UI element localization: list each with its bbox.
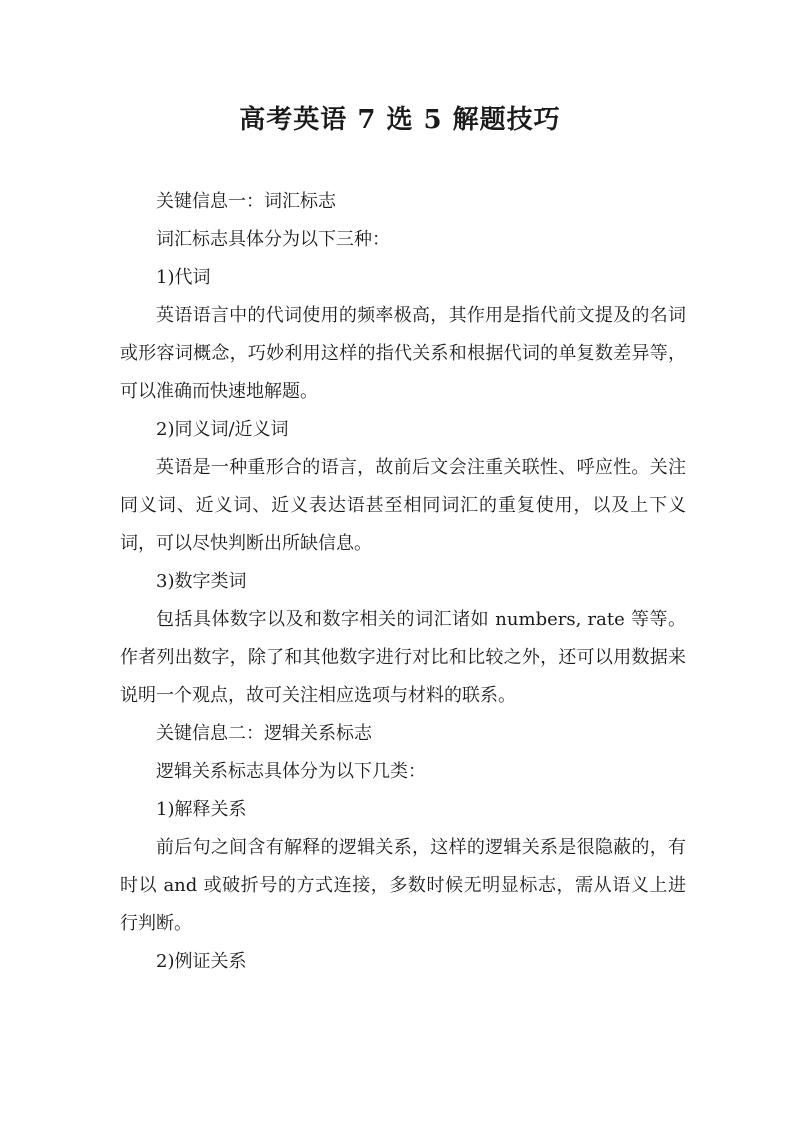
subheading-pronoun: 1)代词 — [156, 267, 211, 288]
paragraph: 英语语言中的代词使用的频率极高，其作用是指代前文提及的名词或形容词概念，巧妙利用这样的指代关系和根据代词的单复数差异等，可以准确而快速地解题。 — [120, 305, 686, 402]
subheading-number-words: 3)数字类词 — [156, 571, 247, 592]
paragraph: 前后句之间含有解释的逻辑关系，这样的逻辑关系是很隐蔽的，有时以 and 或破折号的方式连接，多数时候无明显标志，需从语义上进行判断。 — [120, 837, 686, 934]
subheading-explanation: 1)解释关系 — [156, 799, 247, 820]
document-title: 高考英语 7 选 5 解题技巧 — [239, 105, 561, 135]
heading-key-info-2: 关键信息二：逻辑关系标志 — [156, 723, 372, 744]
paragraph: 英语是一种重形合的语言，故前后文会注重关联性、呼应性。关注同义词、近义词、近义表达语甚至相同词汇的重复使用，以及上下义词，可以尽快判断出所缺信息。 — [120, 457, 686, 554]
paragraph: 包括具体数字以及和数字相关的词汇诸如 numbers, rate 等等。作者列出数字，除了和其他数字进行对比和比较之外，还可以用数据来说明一个观点，故可关注相应选项与材料的联系。 — [120, 609, 686, 706]
paragraph: 词汇标志具体分为以下三种： — [156, 229, 390, 250]
document-body — [120, 183, 686, 981]
subheading-example: 2)例证关系 — [156, 951, 247, 972]
heading-key-info-1: 关键信息一：词汇标志 — [156, 191, 336, 212]
subheading-synonym: 2)同义词/近义词 — [156, 419, 289, 440]
paragraph: 逻辑关系标志具体分为以下几类： — [156, 761, 426, 782]
